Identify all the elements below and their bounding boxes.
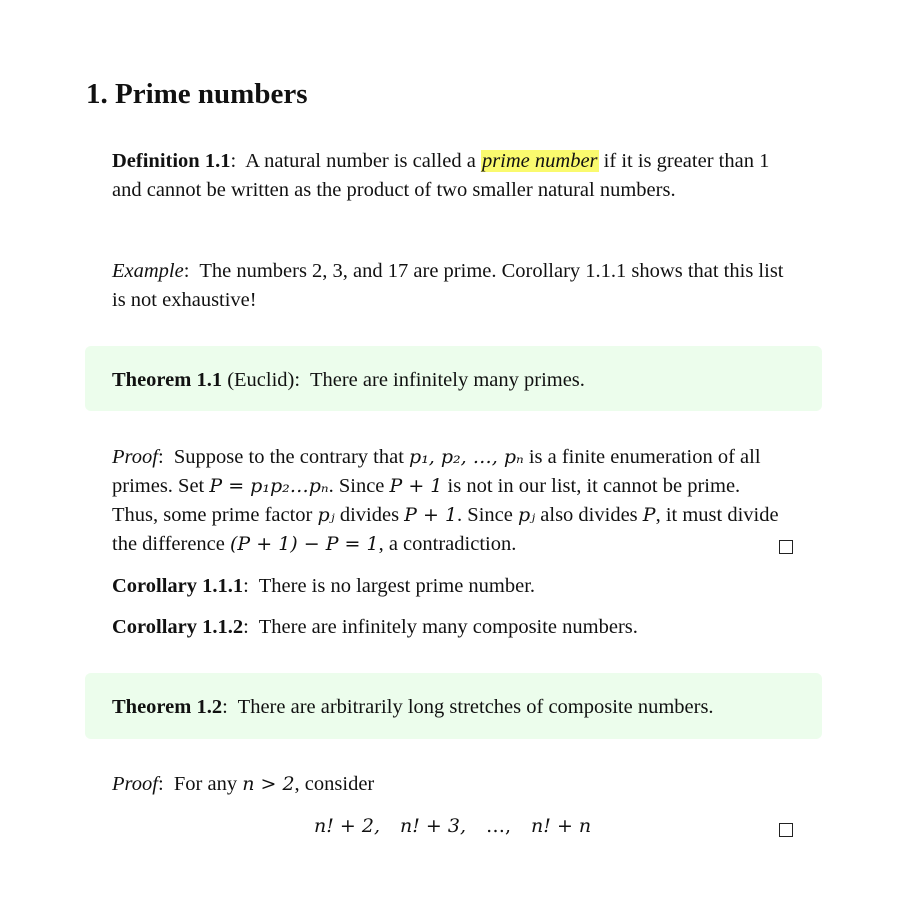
proof-1-text-9: , a contradiction. xyxy=(378,533,517,555)
proof-1-text-1: Suppose to the contrary that xyxy=(173,446,404,468)
qed-square-icon xyxy=(779,540,793,554)
math-P: P xyxy=(642,504,656,526)
theorem-1-content xyxy=(112,366,585,394)
proof-1-separator: : xyxy=(157,446,164,468)
math-enumeration: p₁, p₂, …, pₙ xyxy=(409,446,524,468)
corollary-1-block xyxy=(112,572,792,601)
math-pj-2: pⱼ xyxy=(517,504,536,526)
corollary-1-text: There is no largest prime number. xyxy=(258,575,536,597)
theorem-2-label: Theorem 1.2 xyxy=(112,696,223,718)
display-equation xyxy=(314,814,591,837)
proof-2-text-before: For any xyxy=(173,773,238,795)
corollary-2-label: Corollary 1.1.2 xyxy=(112,616,244,638)
theorem-2-content xyxy=(112,693,714,721)
math-p-plus-one-2: P + 1 xyxy=(404,504,458,526)
math-n-gt-2: n > 2 xyxy=(242,773,295,795)
proof-2-separator: : xyxy=(157,773,164,795)
section-number: 1. xyxy=(86,78,108,110)
proof-1-label: Proof xyxy=(112,446,158,468)
display-term-4: n! + n xyxy=(531,815,592,837)
corollary-2-block xyxy=(112,613,792,642)
definition-label: Definition 1.1 xyxy=(112,150,231,172)
corollary-2-separator: : xyxy=(243,616,249,638)
example-block xyxy=(112,257,792,315)
example-separator: : xyxy=(183,260,190,282)
theorem-1-separator: : xyxy=(294,369,301,391)
theorem-2-separator: : xyxy=(222,696,228,718)
math-pj: pⱼ xyxy=(317,504,335,526)
proof-1-text-2: is a finite enumeration of all primes. Set xyxy=(112,446,761,497)
section-heading xyxy=(86,78,308,111)
definition-text-after: if it is greater than 1 and cannot be written as the product of two smaller natural numbers. xyxy=(112,150,770,201)
corollary-1-label: Corollary 1.1.1 xyxy=(112,575,244,597)
display-term-2: n! + 3, xyxy=(400,815,466,837)
definition-separator: : xyxy=(230,150,237,172)
proof-1-text-6: . Since xyxy=(457,504,513,526)
display-term-3: …, xyxy=(486,815,512,837)
proof-1-text-7: also divides xyxy=(540,504,638,526)
math-difference: (P + 1) − P = 1 xyxy=(230,533,379,555)
example-label: Example xyxy=(112,260,184,282)
proof-2-block xyxy=(112,770,792,799)
display-term-1: n! + 2, xyxy=(314,815,380,837)
theorem-2-text: There are arbitrarily long stretches of composite numbers. xyxy=(237,696,714,718)
corollary-1-separator: : xyxy=(243,575,249,597)
math-product: P = p₁p₂…pₙ xyxy=(209,475,329,497)
proof-1-text-8: , it must divide the difference xyxy=(112,504,779,555)
section-title: Prime numbers xyxy=(115,78,308,110)
proof-2-text-after: , consider xyxy=(294,773,375,795)
proof-1-text-4: is not in our list, it cannot be prime. Thus, some prime factor xyxy=(112,475,741,526)
corollary-2-text: There are infinitely many composite numbers. xyxy=(258,616,638,638)
proof-2-label: Proof xyxy=(112,773,158,795)
proof-1-block xyxy=(112,443,788,559)
theorem-box-2 xyxy=(85,673,822,739)
theorem-box-1 xyxy=(85,346,822,411)
proof-1-text-3: . Since xyxy=(328,475,385,497)
definition-text-before: A natural number is called a xyxy=(245,150,476,172)
theorem-1-label: Theorem 1.1 xyxy=(112,369,223,391)
theorem-1-text: There are infinitely many primes. xyxy=(309,369,585,391)
example-text: The numbers 2, 3, and 17 are prime. Corollary 1.1.1 shows that this list is not exhaustive! xyxy=(112,260,784,311)
theorem-1-attribution: (Euclid) xyxy=(227,369,295,391)
highlighted-term: prime number xyxy=(481,150,598,172)
qed-square-icon-2 xyxy=(779,823,793,837)
definition-block xyxy=(112,147,792,205)
math-p-plus-one: P + 1 xyxy=(389,475,443,497)
proof-1-text-5: divides xyxy=(339,504,400,526)
